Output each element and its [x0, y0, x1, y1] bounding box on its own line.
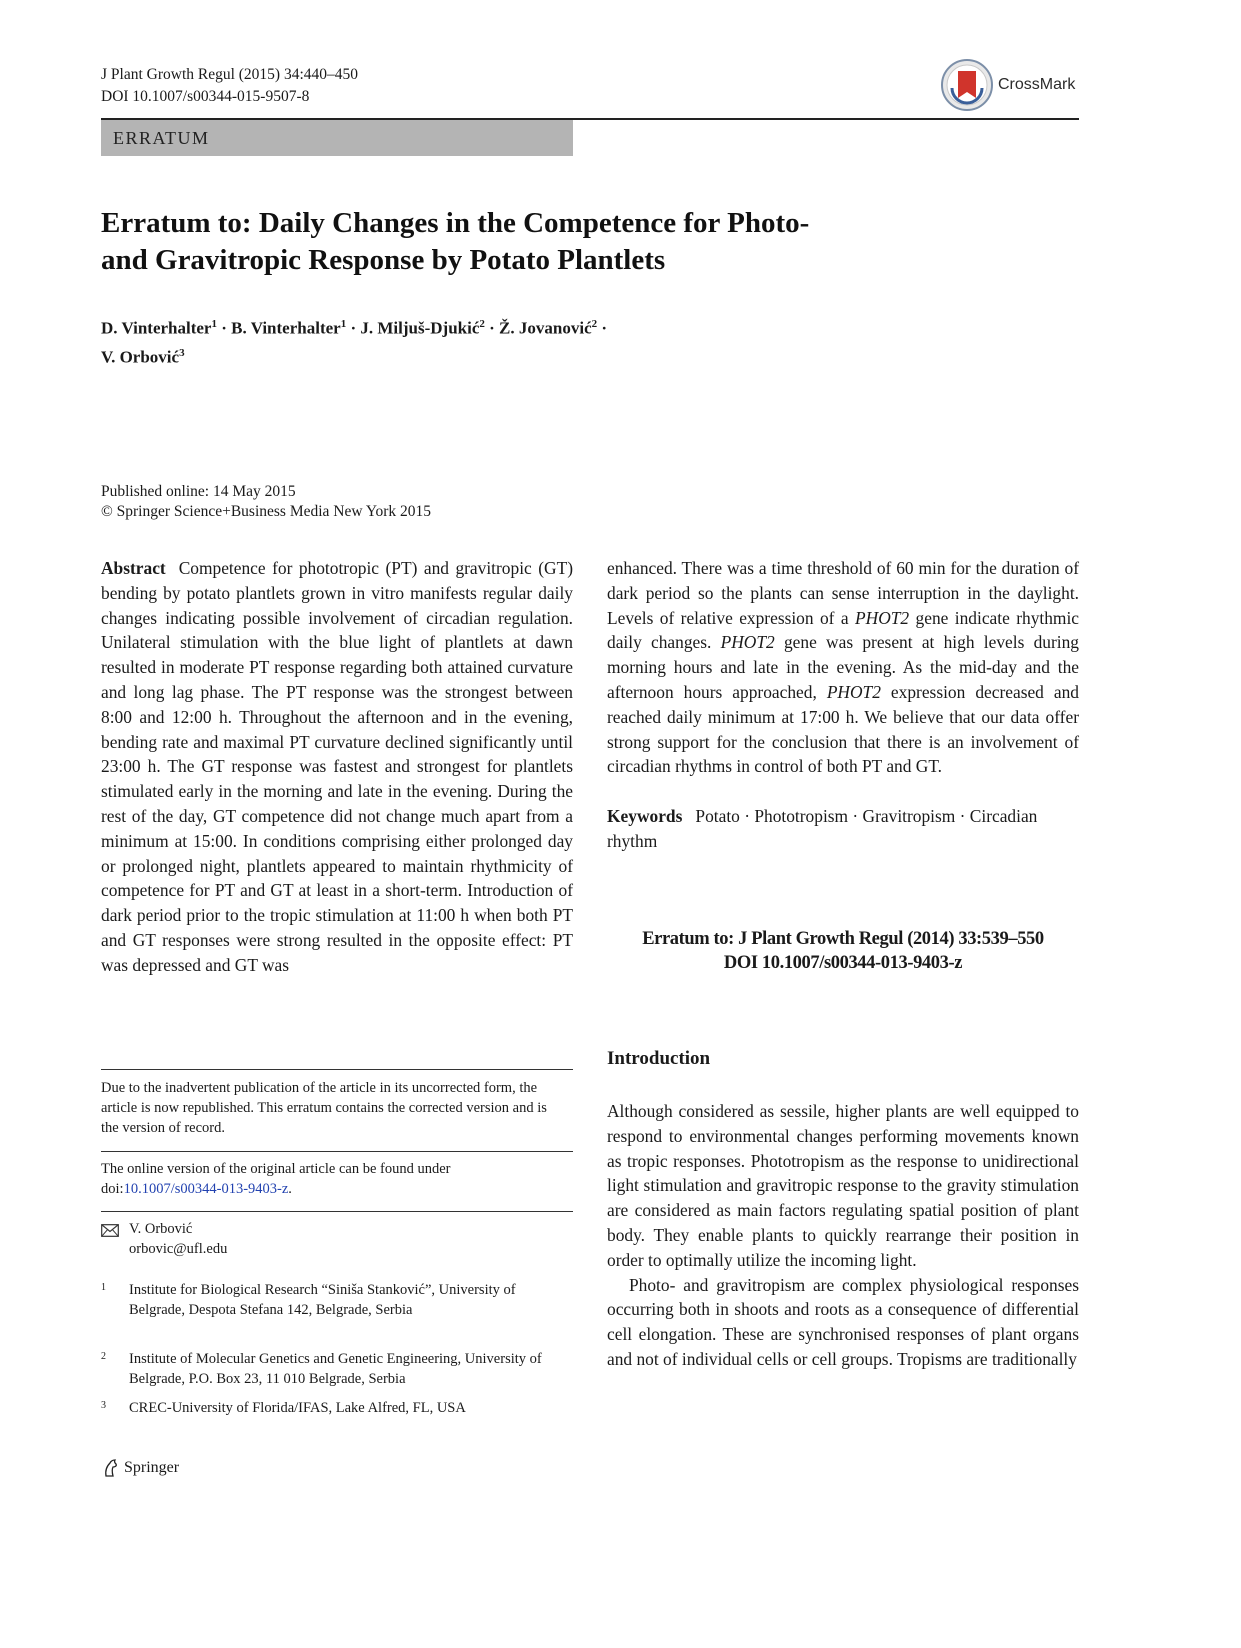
author-separator: ·	[221, 318, 227, 338]
affiliation-2	[101, 1350, 561, 1390]
erratum-ref-line-1: Erratum to: J Plant Growth Regul (2014) 33:539–550	[642, 929, 1044, 949]
author-name: B. Vinterhalter	[231, 318, 341, 338]
abstract-label: Abstract	[101, 558, 166, 578]
affiliation-number: 2	[101, 1351, 106, 1362]
introduction-body	[607, 1099, 1079, 1372]
footnote-rule	[101, 1069, 573, 1070]
abstract-paragraph	[101, 556, 573, 978]
author-name: V. Orbović	[101, 347, 180, 367]
footnote-text: .	[288, 1180, 292, 1197]
correspondence	[101, 1220, 227, 1260]
abstract-text: enhanced. There was a time threshold of 60 min for the duration of dark period so the plants can sense interruption in the daylight. Levels of relative expression of a	[607, 558, 1079, 628]
affiliation-text: CREC-University of Florida/IFAS, Lake Alfred, FL, USA	[129, 1400, 466, 1416]
section-bar	[101, 120, 573, 156]
author-separator: ·	[350, 318, 357, 338]
affiliation-marker: 3	[179, 346, 185, 359]
affiliation-3	[101, 1399, 561, 1419]
gene-name: PHOT2	[720, 632, 775, 653]
crossmark-badge[interactable]	[940, 58, 1075, 112]
crossmark-label: CrossMark	[998, 76, 1076, 93]
erratum-ref-line-2: DOI 10.1007/s00344-013-9403-z	[723, 953, 963, 973]
abstract-text: expression decreased and reached daily minimum at 17:00 h. We believe that our data offer strong support for the conclusion that there is an involvement of circadian rhythms in control of both PT and GT.	[607, 681, 1079, 777]
abstract-text: gene was present at high levels during morning hours and late in the evening. As the mid-day and the afternoon hours approached,	[607, 632, 1079, 702]
footnote-text: The online version of the original article can be found under doi:	[101, 1161, 451, 1197]
corresponding-author: V. Orbović	[129, 1221, 193, 1237]
keywords-label: Keywords	[607, 806, 683, 827]
keywords	[607, 804, 1079, 854]
footnote-rule	[101, 1151, 573, 1152]
affiliation-text: Institute of Molecular Genetics and Genetic Engineering, University of Belgrade, P.O. Box 23, 11 010 Belgrade, Serbia	[129, 1351, 542, 1387]
journal-citation	[101, 64, 358, 108]
author-separator: ·	[601, 318, 608, 338]
affiliation-number: 3	[101, 1400, 106, 1411]
publisher-name: Springer	[124, 1459, 180, 1476]
doi-line: DOI 10.1007/s00344-015-9507-8	[101, 88, 310, 105]
abstract-left-column	[101, 556, 573, 978]
keywords-text: Potato · Phototropism · Gravitropism · Circadian rhythm	[607, 806, 1038, 851]
abstract-text: Competence for phototropic (PT) and gravitropic (GT) bending by potato plantlets grown in vitro manifests regular daily changes indicating possible involvement of circadian regulation. Unilateral stimulation with the blue light of plantlets at dawn resulted in moderate PT response regarding both attained curvature and long lag phase. The PT response was the strongest between 8:00 and 12:00 h. Throughout the afternoon and in the evening, bending rate and maximal PT curvature declined significantly until 23:00 h. The GT response was fastest and strongest for plantlets stimulated early in the morning and late in the evening. During the rest of the day, GT competence did not change much apart from a minimum at 15:00. In conditions comprising either prolonged day or prolonged night, plantlets appeared to maintain rhythmicity of competence for PT and GT at least in a short-term. Introduction of dark period prior to the tropic stimulation at 11:00 h when both PT and GT responses were strong resulted in the opposite effect: PT was depressed and GT was	[101, 558, 573, 975]
abstract-continuation	[607, 556, 1079, 779]
author-name: Ž. Jovanović	[499, 318, 592, 338]
intro-paragraph-2: Photo- and gravitropism are complex physiological responses occurring both in shoots and roots as a consequence of differential cell elongation. These are synchronised responses of plant organs and not of individual cells or cell groups. Tropisms are traditionally	[607, 1274, 1079, 1369]
gene-name: PHOT2	[855, 607, 910, 628]
springer-horse-icon	[101, 1458, 121, 1478]
gene-name: PHOT2	[826, 681, 881, 702]
section-heading-introduction: Introduction	[607, 1048, 711, 1069]
title-line-2: and Gravitropic Response by Potato Plantlets	[101, 244, 666, 276]
affiliation-marker: 2	[591, 318, 598, 330]
original-article-doi-link[interactable]: 10.1007/s00344-013-9403-z	[123, 1180, 289, 1197]
abstract-text: gene indicate rhythmic daily changes.	[607, 607, 1080, 653]
footnote-original-article	[101, 1160, 551, 1200]
crossmark-icon	[940, 58, 994, 112]
publisher-logo	[101, 1458, 179, 1478]
title-line-1: Erratum to: Daily Changes in the Competence for Photo-	[101, 207, 810, 239]
envelope-icon	[101, 1224, 119, 1237]
affiliation-number: 1	[101, 1282, 106, 1293]
journal-line: J Plant Growth Regul (2015) 34:440–450	[101, 66, 359, 83]
author-name: D. Vinterhalter	[101, 318, 212, 338]
publication-info	[101, 482, 431, 522]
author-name: J. Miljuš-Djukić	[360, 318, 480, 338]
corresponding-email[interactable]: orbovic@ufl.edu	[129, 1240, 228, 1257]
copyright: © Springer Science+Business Media New York 2015	[101, 503, 432, 520]
published-date: Published online: 14 May 2015	[101, 483, 296, 500]
erratum-reference	[607, 927, 1079, 975]
affiliation-marker: 2	[479, 318, 485, 330]
intro-paragraph-1: Although considered as sessile, higher plants are well equipped to respond to environmental changes performing movements known as tropic responses. Phototropism as the response to unidirectional light stimulation and gravitropic response to the gravity stimulation are considered as main factors regulating spatial position of plant body. They enable plants to quickly rearrange their position in order to optimally utilize the incoming light.	[607, 1101, 1079, 1270]
section-label: ERRATUM	[113, 128, 210, 148]
affiliation-1	[101, 1281, 561, 1321]
abstract-right-column	[607, 556, 1079, 854]
affiliation-marker: 1	[340, 318, 347, 330]
article-title	[101, 205, 1001, 279]
footnote-rule	[101, 1211, 573, 1212]
affiliation-marker: 1	[211, 318, 217, 330]
author-list	[101, 312, 901, 369]
affiliation-text: Institute for Biological Research “Siniša Stanković”, University of Belgrade, Despota Stefana 142, Belgrade, Serbia	[129, 1282, 516, 1318]
footnote-republication: Due to the inadvertent publication of the article in its uncorrected form, the article is now republished. This erratum contains the corrected version and is the version of record.	[101, 1080, 547, 1136]
author-separator: ·	[489, 318, 495, 338]
